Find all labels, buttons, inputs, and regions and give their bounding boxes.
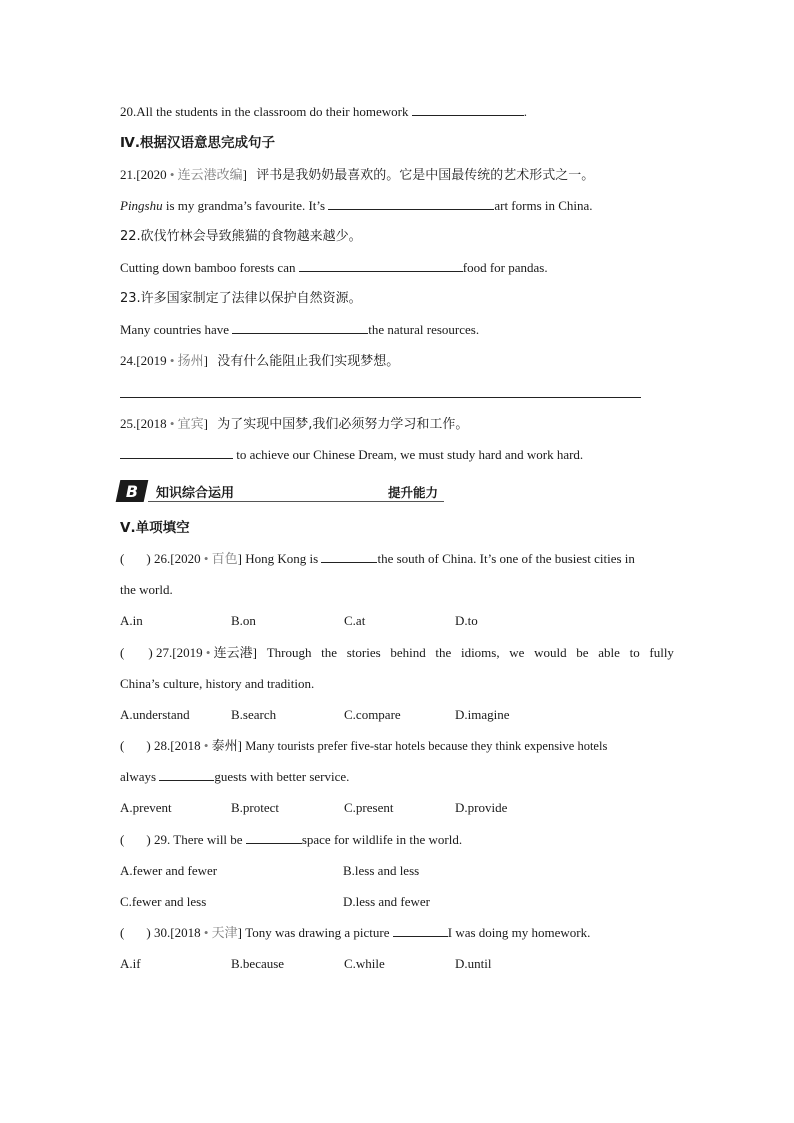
q24-number: 24.[2019 <box>120 353 167 368</box>
q26-paren-right: ) <box>146 551 151 566</box>
q26-blank[interactable] <box>321 550 377 563</box>
q30-number: 30.[2018 <box>154 925 201 940</box>
question-21-prompt <box>120 166 594 185</box>
q21-number: 21.[2020 <box>120 167 167 182</box>
q21-bracket: ] <box>242 167 248 182</box>
q24-chinese: 没有什么能阻止我们实现梦想。 <box>217 354 400 369</box>
q26-answer-paren[interactable] <box>120 550 154 568</box>
q23-text-b: the natural resources. <box>368 322 480 337</box>
q25-dot: • <box>166 416 178 431</box>
q26-paren-left: ( <box>120 551 125 566</box>
q27-word: we <box>509 645 525 660</box>
q25-source: 宜宾 <box>177 416 204 431</box>
q26-text-a: Hong Kong is <box>245 551 319 566</box>
banner-rule <box>148 501 444 502</box>
q27-word: idioms, <box>460 645 500 660</box>
q25-text: to achieve our Chinese Dream, we must study hard and work hard. <box>233 447 584 462</box>
question-25-prompt <box>120 415 468 434</box>
q29-option-a[interactable]: A.fewer and fewer <box>120 863 218 878</box>
q27-dot: • <box>202 645 214 660</box>
q24-dot: • <box>166 353 178 368</box>
q27-option-a[interactable]: A.understand <box>120 707 190 722</box>
q26-line2: the world. <box>120 582 173 597</box>
q20-text: 20.All the students in the classroom do their homework <box>120 104 409 119</box>
question-26 <box>120 550 674 568</box>
q29-paren-right: ) <box>146 832 151 847</box>
q28-source: 泰州 <box>211 739 238 754</box>
question-20 <box>120 103 527 121</box>
q28-text-a: Many tourists prefer five-star hotels because they think expensive hotels <box>245 739 608 753</box>
q30-text-a: Tony was drawing a picture <box>245 925 390 940</box>
q29-text-a: 29. There will be <box>154 832 243 847</box>
q30-text-b: I was doing my homework. <box>447 925 591 940</box>
q29-option-d[interactable]: D.less and fewer <box>343 894 430 909</box>
q27-word: behind <box>390 645 426 660</box>
q28-number: 28.[2018 <box>154 738 201 753</box>
q28-line2-a: always <box>120 769 157 784</box>
q20-tail: . <box>523 104 527 119</box>
q25-bracket: ] <box>203 416 209 431</box>
question-21-answer <box>120 197 593 215</box>
q30-option-a[interactable]: A.if <box>120 956 141 971</box>
question-24-prompt <box>120 352 399 371</box>
q27-bracket: ] <box>252 645 258 660</box>
q27-word: stories <box>346 645 381 660</box>
q26-option-a[interactable]: A.in <box>120 613 143 628</box>
q30-option-b[interactable]: B.because <box>231 956 285 971</box>
q21-chinese: 评书是我奶奶最喜欢的。它是中国最传统的艺术形式之一。 <box>256 168 595 183</box>
q27-word: be <box>576 645 589 660</box>
q26-number: 26.[2020 <box>154 551 201 566</box>
q30-paren-right: ) <box>146 925 151 940</box>
q20-blank[interactable] <box>412 103 524 116</box>
q26-option-d[interactable]: D.to <box>455 613 478 628</box>
q21-text-b: art forms in China. <box>494 198 593 213</box>
q27-word: would <box>534 645 567 660</box>
question-28 <box>120 737 607 756</box>
q27-line2: China’s culture, history and tradition. <box>120 676 315 691</box>
q25-number: 25.[2018 <box>120 416 167 431</box>
q22-blank[interactable] <box>299 259 463 272</box>
q28-bracket: ] <box>237 738 243 753</box>
q27-option-c[interactable]: C.compare <box>344 707 401 722</box>
question-25-answer <box>120 446 583 464</box>
question-29 <box>120 831 462 849</box>
q27-word: fully <box>649 645 674 660</box>
q30-paren-left: ( <box>120 925 125 940</box>
q27-number: 27.[2019 <box>156 645 203 660</box>
q27-paren-right: ) <box>148 645 153 660</box>
q24-source: 扬州 <box>177 353 204 368</box>
q27-option-b[interactable]: B.search <box>231 707 277 722</box>
q26-option-c[interactable]: C.at <box>344 613 366 628</box>
q29-text-b: space for wildlife in the world. <box>301 832 463 847</box>
q23-text-a: Many countries have <box>120 322 230 337</box>
q27-word: the <box>435 645 452 660</box>
q30-source: 天津 <box>211 925 238 940</box>
question-30 <box>120 924 590 942</box>
q27-paren-left: ( <box>120 645 125 660</box>
section-5-title: Ⅴ.单项填空 <box>120 520 190 536</box>
q27-word: Through <box>266 645 312 660</box>
q21-source: 连云港改编 <box>177 167 243 182</box>
question-23-answer <box>120 321 479 339</box>
q29-option-b[interactable]: B.less and less <box>343 863 420 878</box>
q30-dot: • <box>200 925 212 940</box>
banner-title: 知识综合运用 <box>156 486 235 501</box>
q30-bracket: ] <box>237 925 243 940</box>
question-22-prompt: 22.砍伐竹林会导致熊猫的食物越来越少。 <box>120 229 362 244</box>
q28-option-c[interactable]: C.present <box>344 800 394 815</box>
q23-blank[interactable] <box>232 321 368 334</box>
q21-blank[interactable] <box>328 197 494 210</box>
q30-option-d[interactable]: D.until <box>455 956 492 971</box>
q25-chinese: 为了实现中国梦,我们必须努力学习和工作。 <box>217 417 469 432</box>
section-4-title: Ⅳ.根据汉语意思完成句子 <box>120 135 275 151</box>
q28-line2 <box>120 768 349 786</box>
q29-blank[interactable] <box>246 831 302 844</box>
q27-word: the <box>321 645 338 660</box>
q27-word: able <box>598 645 620 660</box>
question-22-answer <box>120 259 548 277</box>
q22-text-b: food for pandas. <box>462 260 548 275</box>
q27-source: 连云港 <box>213 646 253 661</box>
q26-text-b: the south of China. It’s one of the busiest cities in <box>377 551 635 566</box>
q26-source: 百色 <box>211 551 238 566</box>
q21-text-a: is my grandma’s favourite. It’s <box>162 198 326 213</box>
question-23-prompt: 23.许多国家制定了法律以保护自然资源。 <box>120 291 362 306</box>
banner-subtitle: 提升能力 <box>388 485 439 500</box>
q21-dot: • <box>166 167 178 182</box>
q28-blank[interactable] <box>159 768 214 781</box>
q28-option-d[interactable]: D.provide <box>455 800 508 815</box>
q28-option-b[interactable]: B.protect <box>231 800 280 815</box>
q26-option-b[interactable]: B.on <box>231 613 256 628</box>
q25-blank[interactable] <box>120 446 233 459</box>
q26-dot: • <box>200 551 212 566</box>
section-banner <box>118 480 444 502</box>
q28-option-a[interactable]: A.prevent <box>120 800 172 815</box>
q26-bracket: ] <box>237 551 243 566</box>
q27-option-d[interactable]: D.imagine <box>455 707 510 722</box>
q24-answer-line[interactable] <box>120 397 641 398</box>
q27-word: to <box>629 645 640 660</box>
q24-bracket: ] <box>203 353 209 368</box>
q28-answer-paren[interactable] <box>120 737 154 755</box>
q27-answer-paren[interactable] <box>120 644 156 662</box>
section-badge-letter: B <box>125 481 139 501</box>
q30-answer-paren[interactable] <box>120 924 154 942</box>
q29-paren-left: ( <box>120 832 125 847</box>
q28-dot: • <box>200 738 212 753</box>
q21-italic-word: Pingshu <box>120 198 163 213</box>
q30-blank[interactable] <box>393 924 448 937</box>
q28-paren-right: ) <box>146 738 151 753</box>
question-27 <box>120 644 674 663</box>
q28-line2-b: guests with better service. <box>214 769 350 784</box>
q29-option-c[interactable]: C.fewer and less <box>120 894 207 909</box>
q30-option-c[interactable]: C.while <box>344 956 385 971</box>
section-badge <box>116 480 149 502</box>
q28-paren-left: ( <box>120 738 125 753</box>
q22-text-a: Cutting down bamboo forests can <box>120 260 296 275</box>
q29-answer-paren[interactable] <box>120 831 154 849</box>
